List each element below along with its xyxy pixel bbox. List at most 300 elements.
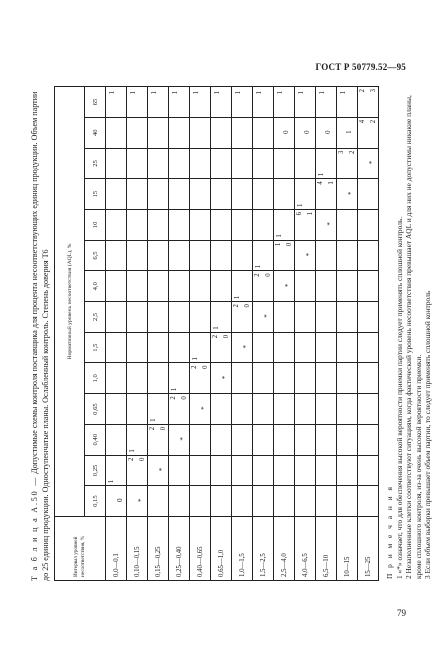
cell-value: * bbox=[179, 437, 187, 441]
cell-value: 1 bbox=[340, 91, 347, 95]
table-cell bbox=[337, 394, 358, 425]
table-cell bbox=[274, 148, 295, 179]
table-cell bbox=[337, 271, 358, 302]
cell-value: 1 bbox=[297, 203, 304, 207]
table-cell bbox=[295, 424, 316, 455]
table-cell bbox=[127, 332, 148, 363]
note-1: 1 «*» означает, что для обеспечения высокой вероятности приемки партии следует применять сплошной контроль. bbox=[394, 216, 404, 579]
table-cell bbox=[358, 148, 379, 179]
table-cell bbox=[274, 424, 295, 455]
cell-value: 4 bbox=[359, 119, 366, 124]
cell-value: 0 bbox=[244, 304, 251, 308]
table-cell bbox=[169, 87, 190, 118]
cell-value: 2 bbox=[349, 150, 356, 154]
cell-value: * bbox=[263, 314, 271, 318]
cell-value: 1 bbox=[172, 91, 179, 95]
table-cell bbox=[253, 363, 274, 394]
cell-value: 2 bbox=[128, 457, 135, 461]
table-cell bbox=[253, 87, 274, 118]
aql-column-header: 6,5 bbox=[85, 240, 106, 271]
cell-value: * bbox=[326, 222, 334, 226]
table-cell bbox=[358, 87, 379, 118]
table-row bbox=[211, 87, 232, 581]
table-cell bbox=[316, 302, 337, 333]
table-cell bbox=[127, 486, 148, 517]
cell-value: 1 bbox=[298, 91, 305, 95]
table-cell bbox=[337, 209, 358, 240]
table-cell bbox=[127, 455, 148, 486]
table-cell bbox=[190, 271, 211, 302]
interval-label: 0,15—0,25 bbox=[148, 517, 169, 581]
table-row bbox=[232, 87, 253, 581]
page-number: 79 bbox=[397, 608, 406, 618]
aql-column-header: 4,0 bbox=[85, 271, 106, 302]
interval-label: 2,5—4,0 bbox=[274, 517, 295, 581]
table-cell bbox=[211, 394, 232, 425]
table-cell bbox=[295, 240, 316, 271]
table-cell bbox=[253, 179, 274, 210]
cell-value: 1 bbox=[234, 295, 241, 300]
table-cell bbox=[316, 424, 337, 455]
aql-column-header: 0,40 bbox=[85, 424, 106, 455]
table-cell bbox=[106, 363, 127, 394]
cell-value: 0 bbox=[304, 130, 311, 134]
table-cell bbox=[211, 117, 232, 148]
table-cell bbox=[169, 179, 190, 210]
cell-value: 1 bbox=[130, 91, 137, 95]
table-cell bbox=[106, 240, 127, 271]
aql-column-header: 40 bbox=[85, 117, 106, 148]
caption-text: Допустимые схемы контроля поставщика для процента несоответствующих единиц продукции. Объем партии до 25 единиц продукции. Одноступенчатые планы. Ослабленный контроль. Степень доверия Т6 bbox=[30, 91, 50, 581]
cell-value: 2 bbox=[191, 365, 198, 369]
table-cell bbox=[295, 455, 316, 486]
table-cell bbox=[169, 240, 190, 271]
table-row bbox=[127, 87, 148, 581]
table-cell bbox=[106, 424, 127, 455]
cell-value: 0 bbox=[202, 365, 209, 369]
table-cell bbox=[253, 424, 274, 455]
table-row bbox=[190, 87, 211, 581]
table-cell bbox=[211, 209, 232, 240]
table-cell bbox=[190, 332, 211, 363]
table-cell bbox=[169, 455, 190, 486]
table-cell bbox=[211, 87, 232, 118]
aql-column-header: 10 bbox=[85, 209, 106, 240]
cell-value: 1 bbox=[307, 211, 314, 216]
cell-value: 0 bbox=[265, 273, 272, 277]
table-cell bbox=[316, 240, 337, 271]
table-cell bbox=[148, 87, 169, 118]
table-cell bbox=[232, 117, 253, 148]
table-cell bbox=[211, 486, 232, 517]
table-cell bbox=[106, 179, 127, 210]
table-cell bbox=[127, 271, 148, 302]
cell-value: 2 bbox=[359, 89, 366, 93]
table-row bbox=[358, 87, 379, 581]
table-cell bbox=[295, 148, 316, 179]
aql-column-header: 2,5 bbox=[85, 302, 106, 333]
table-cell bbox=[211, 363, 232, 394]
cell-value: * bbox=[284, 283, 292, 288]
table-cell bbox=[295, 363, 316, 394]
table-cell bbox=[358, 302, 379, 333]
table-row bbox=[169, 87, 190, 581]
cell-value: 1 bbox=[275, 242, 282, 247]
cell-value: 1 bbox=[277, 91, 284, 95]
table-cell bbox=[127, 209, 148, 240]
cell-value: * bbox=[305, 252, 313, 257]
table-cell bbox=[169, 363, 190, 394]
table-cell bbox=[148, 179, 169, 210]
table-cell bbox=[274, 455, 295, 486]
standard-header: ГОСТ Р 50779.52—95 bbox=[315, 62, 406, 72]
cell-value: 1 bbox=[346, 130, 353, 134]
cell-value: * bbox=[368, 160, 376, 165]
table-cell bbox=[253, 332, 274, 363]
table-cell bbox=[106, 148, 127, 179]
table-cell bbox=[316, 332, 337, 363]
table-cell bbox=[337, 332, 358, 363]
cell-value: 6 bbox=[296, 211, 303, 216]
table-cell bbox=[358, 363, 379, 394]
cell-value: 0 bbox=[139, 457, 146, 461]
cell-value: 0 bbox=[283, 130, 290, 134]
table-cell bbox=[211, 424, 232, 455]
table-cell bbox=[169, 271, 190, 302]
cell-value: * bbox=[242, 344, 250, 349]
table-cell bbox=[148, 332, 169, 363]
table-cell bbox=[316, 117, 337, 148]
table-cell bbox=[127, 394, 148, 425]
interval-header: Интервал уровней несоответствия, % bbox=[55, 517, 106, 581]
cell-value: * bbox=[137, 498, 145, 502]
table-cell bbox=[232, 302, 253, 333]
table-cell bbox=[358, 455, 379, 486]
table-cell bbox=[274, 271, 295, 302]
table-cell bbox=[253, 302, 274, 333]
table-cell bbox=[190, 179, 211, 210]
notes-title: П р и м е ч а н и я bbox=[385, 485, 394, 579]
table-cell bbox=[295, 117, 316, 148]
table-cell bbox=[274, 394, 295, 425]
cell-value: 1 bbox=[319, 91, 326, 95]
table-cell bbox=[127, 424, 148, 455]
table-row bbox=[253, 87, 274, 581]
cell-value: 1 bbox=[109, 91, 116, 95]
cell-value: 0 bbox=[181, 396, 188, 400]
table-cell bbox=[274, 332, 295, 363]
interval-label: 0,40—0,65 bbox=[190, 517, 211, 581]
table-cell bbox=[169, 148, 190, 179]
table-cell bbox=[106, 394, 127, 425]
table-cell bbox=[337, 363, 358, 394]
table-cell bbox=[295, 332, 316, 363]
cell-value: 2 bbox=[149, 426, 156, 431]
table-cell bbox=[211, 148, 232, 179]
table-cell bbox=[295, 87, 316, 118]
cell-value: 1 bbox=[255, 264, 262, 269]
cell-value: 0 bbox=[325, 130, 332, 134]
table-cell bbox=[295, 271, 316, 302]
table-cell bbox=[253, 455, 274, 486]
table-cell bbox=[316, 271, 337, 302]
cell-value: 1 bbox=[276, 234, 283, 238]
cell-value: 2 bbox=[212, 334, 219, 339]
aql-header: Нормативный уровень несоответствия (AQL), % bbox=[55, 87, 85, 517]
table-cell bbox=[316, 455, 337, 486]
table-cell bbox=[148, 363, 169, 394]
cell-value: 0 bbox=[160, 426, 167, 431]
aql-column-header: 1,5 bbox=[85, 332, 106, 363]
cell-value: * bbox=[221, 375, 229, 380]
table-cell bbox=[211, 179, 232, 210]
table-cell bbox=[274, 240, 295, 271]
table-cell bbox=[253, 148, 274, 179]
table-cell bbox=[169, 117, 190, 148]
table-cell bbox=[232, 363, 253, 394]
cell-value: 1 bbox=[328, 181, 335, 185]
table-cell bbox=[232, 394, 253, 425]
table-cell bbox=[316, 179, 337, 210]
table-cell bbox=[148, 209, 169, 240]
table-cell bbox=[190, 363, 211, 394]
table-row bbox=[148, 87, 169, 581]
table-cell bbox=[190, 87, 211, 118]
table-cell bbox=[106, 271, 127, 302]
table-cell bbox=[127, 240, 148, 271]
interval-label: 10—15 bbox=[337, 517, 358, 581]
table-cell bbox=[358, 271, 379, 302]
table-cell bbox=[106, 332, 127, 363]
cell-value: * bbox=[158, 467, 166, 472]
table-cell bbox=[232, 332, 253, 363]
table-cell bbox=[337, 424, 358, 455]
table-cell bbox=[190, 455, 211, 486]
table-cell bbox=[169, 332, 190, 363]
table-cell bbox=[337, 240, 358, 271]
table-cell bbox=[358, 486, 379, 517]
table-cell bbox=[232, 424, 253, 455]
table-cell bbox=[190, 486, 211, 517]
table-cell bbox=[211, 332, 232, 363]
table-cell bbox=[337, 117, 358, 148]
table-cell bbox=[127, 87, 148, 118]
table-cell bbox=[295, 486, 316, 517]
table-cell bbox=[106, 87, 127, 118]
table-cell bbox=[337, 148, 358, 179]
interval-label: 0,65—1,0 bbox=[211, 517, 232, 581]
table-cell bbox=[232, 486, 253, 517]
table-cell bbox=[295, 302, 316, 333]
aql-column-header: 25 bbox=[85, 148, 106, 179]
table-cell bbox=[127, 363, 148, 394]
note-2: 2 Незаполненные клетки соответствуют ситуациям, когда фактический уровень несоответствия превышает AQL и для них не допустимы никакие планы, кроме сплошного контроля, из-за очень высокой вероятности приемки. bbox=[404, 95, 423, 579]
table-cell bbox=[169, 486, 190, 517]
table-cell bbox=[232, 87, 253, 118]
table-cell bbox=[274, 486, 295, 517]
table-cell bbox=[274, 179, 295, 210]
table-cell bbox=[274, 209, 295, 240]
table-row bbox=[316, 87, 337, 581]
aql-column-header: 0,65 bbox=[85, 394, 106, 425]
aql-column-header: 15 bbox=[85, 179, 106, 210]
table-cell bbox=[169, 209, 190, 240]
table-cell bbox=[190, 302, 211, 333]
table-cell bbox=[148, 424, 169, 455]
table-cell bbox=[106, 302, 127, 333]
table-cell bbox=[253, 117, 274, 148]
table-cell bbox=[253, 394, 274, 425]
table-cell bbox=[169, 424, 190, 455]
table-cell bbox=[274, 87, 295, 118]
table-cell bbox=[211, 302, 232, 333]
table-cell bbox=[253, 486, 274, 517]
table-cell bbox=[316, 394, 337, 425]
table-cell bbox=[190, 240, 211, 271]
cell-value: 1 bbox=[192, 357, 199, 361]
interval-label: 0,10—0,15 bbox=[127, 517, 148, 581]
table-cell bbox=[106, 455, 127, 486]
table-cell bbox=[358, 179, 379, 210]
table-cell bbox=[337, 486, 358, 517]
table-cell bbox=[148, 302, 169, 333]
table-caption bbox=[30, 86, 51, 581]
table-cell bbox=[148, 148, 169, 179]
table-cell bbox=[337, 455, 358, 486]
table-cell bbox=[190, 209, 211, 240]
rotated-content bbox=[30, 80, 433, 585]
notes bbox=[385, 80, 433, 579]
table-cell bbox=[274, 302, 295, 333]
interval-label: 1,5—2,5 bbox=[253, 517, 274, 581]
cell-value: 1 bbox=[213, 326, 220, 330]
table-cell bbox=[148, 117, 169, 148]
interval-label: 15—25 bbox=[358, 517, 379, 581]
cell-value: 3 bbox=[338, 150, 345, 154]
table-cell bbox=[190, 424, 211, 455]
table-cell bbox=[169, 394, 190, 425]
cell-value: 1 bbox=[129, 449, 136, 453]
table-cell bbox=[148, 240, 169, 271]
table-cell bbox=[232, 271, 253, 302]
cell-value: 2 bbox=[370, 119, 377, 124]
table-cell bbox=[148, 455, 169, 486]
table-row bbox=[106, 87, 127, 581]
table-row bbox=[337, 87, 358, 581]
cell-value: 1 bbox=[150, 418, 157, 422]
interval-label: 4,0—6,5 bbox=[295, 517, 316, 581]
cell-value: 1 bbox=[151, 91, 158, 95]
table-cell bbox=[148, 271, 169, 302]
table-cell bbox=[190, 394, 211, 425]
cell-value: 1 bbox=[171, 387, 178, 392]
interval-label: 0,0—0,1 bbox=[106, 517, 127, 581]
table-cell bbox=[253, 209, 274, 240]
table-cell bbox=[211, 271, 232, 302]
table-cell bbox=[337, 87, 358, 118]
table-cell bbox=[316, 209, 337, 240]
table-cell bbox=[295, 179, 316, 210]
table-cell bbox=[253, 240, 274, 271]
interval-label: 6,5—10 bbox=[316, 517, 337, 581]
cell-value: 1 bbox=[214, 91, 221, 95]
cell-value: 1 bbox=[193, 91, 200, 95]
table-cell bbox=[148, 486, 169, 517]
table-cell bbox=[274, 363, 295, 394]
table-cell bbox=[232, 179, 253, 210]
cell-value: * bbox=[347, 191, 355, 195]
table-cell bbox=[127, 302, 148, 333]
table-cell bbox=[232, 455, 253, 486]
cell-value: 3 bbox=[370, 89, 377, 93]
table-cell bbox=[211, 240, 232, 271]
interval-label: 0,25—0,40 bbox=[169, 517, 190, 581]
table-cell bbox=[148, 394, 169, 425]
cell-value: 2 bbox=[170, 396, 177, 400]
table-cell bbox=[190, 148, 211, 179]
caption-label: Т а б л и ц а А.50 — bbox=[30, 475, 39, 581]
table-cell bbox=[190, 117, 211, 148]
cell-value: 1 bbox=[318, 172, 325, 177]
table-row bbox=[274, 87, 295, 581]
table-cell bbox=[316, 486, 337, 517]
interval-label: 1,0—1,5 bbox=[232, 517, 253, 581]
table-cell bbox=[106, 486, 127, 517]
table-cell bbox=[358, 209, 379, 240]
cell-value: 0 bbox=[116, 498, 124, 502]
cell-value: 0 bbox=[286, 242, 293, 247]
table-cell bbox=[337, 302, 358, 333]
cell-value: 1 bbox=[108, 479, 115, 484]
aql-column-header: 1,0 bbox=[85, 363, 106, 394]
cell-value: 1 bbox=[256, 91, 263, 95]
table-cell bbox=[169, 302, 190, 333]
table-cell bbox=[316, 363, 337, 394]
table-cell bbox=[232, 148, 253, 179]
cell-value: 4 bbox=[317, 181, 324, 185]
table-cell bbox=[127, 148, 148, 179]
table-cell bbox=[232, 209, 253, 240]
table-cell bbox=[358, 117, 379, 148]
table-cell bbox=[106, 117, 127, 148]
table-cell bbox=[274, 117, 295, 148]
table-cell bbox=[232, 240, 253, 271]
cell-value: * bbox=[200, 406, 208, 410]
table-cell bbox=[358, 240, 379, 271]
note-3: 3 Если объем выборки превышает объем партии, то следует применять сплошной контроль bbox=[423, 290, 433, 579]
table-cell bbox=[358, 332, 379, 363]
aql-column-header: 0,15 bbox=[85, 486, 106, 517]
table-cell bbox=[127, 179, 148, 210]
table-cell bbox=[316, 148, 337, 179]
aql-table bbox=[54, 86, 379, 581]
table-cell bbox=[295, 209, 316, 240]
table-cell bbox=[106, 209, 127, 240]
table-cell bbox=[316, 87, 337, 118]
table-cell bbox=[337, 179, 358, 210]
table-cell bbox=[127, 117, 148, 148]
cell-value: 2 bbox=[233, 304, 240, 308]
table-cell bbox=[358, 424, 379, 455]
aql-column-header: 0,25 bbox=[85, 455, 106, 486]
cell-value: 1 bbox=[235, 91, 242, 95]
table-cell bbox=[358, 394, 379, 425]
cell-value: 2 bbox=[254, 273, 261, 277]
table-cell bbox=[295, 394, 316, 425]
cell-value: 0 bbox=[223, 334, 230, 339]
table-cell bbox=[253, 271, 274, 302]
table-row bbox=[295, 87, 316, 581]
